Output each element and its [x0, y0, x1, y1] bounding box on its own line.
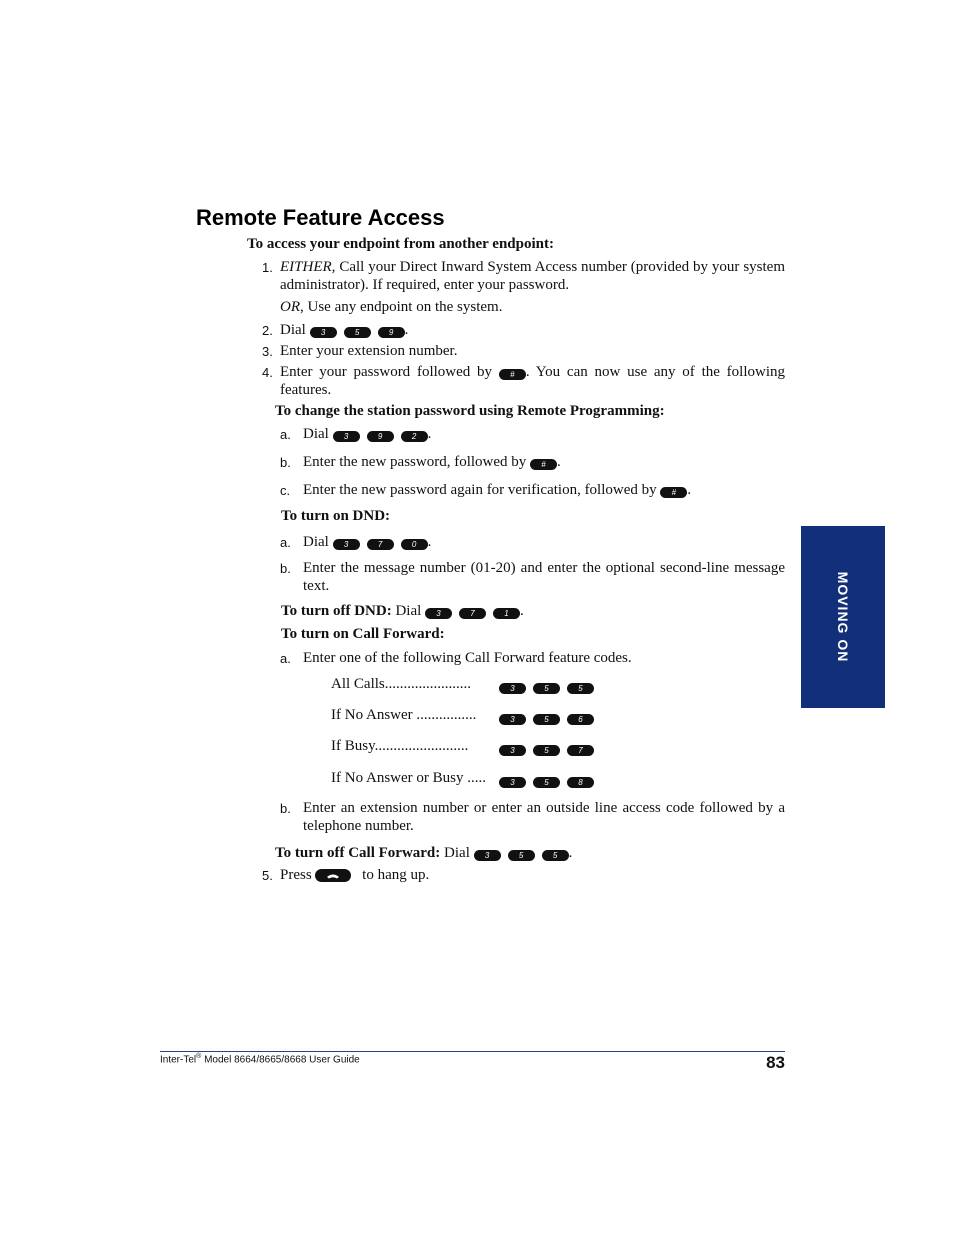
key-1-icon: 1 — [493, 608, 520, 619]
cf-a-letter: a. — [280, 651, 291, 666]
key-5-icon: 5 — [533, 777, 560, 788]
cf-code-no-answer-or-busy — [331, 770, 583, 787]
pw-c-end: . — [687, 482, 692, 498]
key-9-icon: 9 — [378, 327, 405, 338]
leader-dots: ....................... — [384, 676, 472, 692]
step-3-text: Enter your extension number. — [280, 343, 458, 359]
brand-name: Inter-Tel — [160, 1054, 197, 1066]
step-3-number: 3. — [262, 344, 273, 359]
key-5-icon: 5 — [533, 683, 560, 694]
dial-label: Dial — [444, 845, 470, 861]
cf-off-end: . — [568, 845, 573, 861]
pw-b-letter: b. — [280, 455, 291, 470]
cf-code-label: If No Answer — [331, 707, 417, 723]
pw-c-body: Enter the new password again for verification, followed by — [303, 482, 657, 498]
leader-dots: ..... — [467, 770, 486, 786]
cf-on-heading: To turn on Call Forward: — [281, 626, 445, 642]
step-5-number: 5. — [262, 868, 273, 883]
step-5-text — [280, 866, 429, 884]
cf-off-line — [275, 844, 572, 862]
dnd-off-line — [281, 602, 524, 620]
dnd-off-end: . — [520, 603, 524, 619]
dnd-on-heading: To turn on DND: — [281, 508, 391, 524]
dial-label: Dial — [303, 534, 329, 550]
cf-code-label: All Calls — [331, 676, 385, 692]
key-3-icon: 3 — [425, 608, 452, 619]
registered-mark: ® — [196, 1053, 202, 1060]
cf-b-letter: b. — [280, 801, 291, 816]
cf-code-label: If Busy — [331, 738, 375, 754]
pw-a-letter: a. — [280, 427, 291, 442]
step-1-text — [280, 258, 785, 294]
cf-code-busy — [331, 738, 583, 755]
key-9-icon: 9 — [367, 431, 394, 442]
key-5-icon: 5 — [533, 714, 560, 725]
cf-code-all-calls — [331, 676, 583, 693]
page-number: 83 — [766, 1053, 785, 1072]
or-lead: OR — [280, 299, 300, 315]
dnd-a-text — [303, 533, 431, 551]
key-6-icon: 6 — [567, 714, 594, 725]
key-pound-icon: # — [660, 487, 687, 498]
step-1-or — [280, 298, 502, 316]
pw-b-end: . — [557, 454, 561, 470]
handset-hangup-icon — [315, 869, 351, 882]
key-7-icon: 7 — [367, 539, 394, 550]
key-7-icon: 7 — [459, 608, 486, 619]
dial-label: Dial — [303, 426, 329, 442]
section-side-tab — [801, 526, 885, 708]
step-5-before: Press — [280, 867, 312, 883]
key-3-icon: 3 — [333, 539, 360, 550]
key-2-icon: 2 — [401, 431, 428, 442]
key-3-icon: 3 — [474, 850, 501, 861]
step-2-number: 2. — [262, 323, 273, 338]
step-2-text — [280, 321, 408, 339]
key-3-icon: 3 — [499, 714, 526, 725]
either-lead: EITHER, — [280, 259, 336, 275]
key-7-icon: 7 — [567, 745, 594, 756]
step-5-after: to hang up. — [362, 867, 430, 883]
key-0-icon: 0 — [401, 539, 428, 550]
step-1-body: Call your Direct Inward System Access number (provided by your system administrator). If required, enter your password. — [280, 259, 785, 293]
page-title: Remote Feature Access — [196, 205, 445, 230]
password-heading: To change the station password using Remote Programming: — [275, 403, 665, 419]
key-5-icon: 5 — [533, 745, 560, 756]
key-3-icon: 3 — [333, 431, 360, 442]
step-2-end: . — [404, 322, 409, 338]
guide-name: Model 8664/8665/8668 User Guide — [201, 1054, 360, 1066]
step-4-text — [280, 363, 785, 399]
pw-a-end: . — [427, 426, 432, 442]
dnd-a-letter: a. — [280, 535, 291, 550]
dial-label: Dial — [280, 322, 306, 338]
key-5-icon: 5 — [508, 850, 535, 861]
pw-c-letter: c. — [280, 483, 291, 498]
pw-b-body: Enter the new password, followed by — [303, 454, 527, 470]
dnd-a-end: . — [427, 534, 432, 550]
key-3-icon: 3 — [310, 327, 337, 338]
dnd-off-heading: To turn off DND: — [281, 603, 392, 619]
key-3-icon: 3 — [499, 777, 526, 788]
key-3-icon: 3 — [499, 745, 526, 756]
key-pound-icon: # — [499, 369, 526, 380]
step-1-or-text: , Use any endpoint on the system. — [300, 299, 503, 315]
step-4-number: 4. — [262, 365, 273, 380]
cf-code-label: If No Answer or Busy — [331, 770, 468, 786]
dnd-b-text: Enter the message number (01-20) and enter the optional second-line message text. — [303, 560, 785, 594]
footer-divider — [160, 1051, 785, 1052]
footer-guide-title — [160, 1053, 360, 1065]
step-4-before: Enter your password followed by — [280, 364, 493, 380]
leader-dots: ................ — [416, 707, 477, 723]
dial-label: Dial — [395, 603, 422, 619]
dnd-b-letter: b. — [280, 561, 291, 576]
cf-code-no-answer — [331, 707, 583, 724]
cf-off-heading: To turn off Call Forward: — [275, 845, 441, 861]
pw-a-text — [303, 425, 431, 443]
leader-dots: ......................... — [374, 738, 469, 754]
cf-b-text: Enter an extension number or enter an outside line access code followed by a telephone number. — [303, 800, 785, 834]
key-pound-icon: # — [530, 459, 557, 470]
access-heading: To access your endpoint from another endpoint: — [247, 236, 554, 252]
key-5-icon: 5 — [567, 683, 594, 694]
key-3-icon: 3 — [499, 683, 526, 694]
key-8-icon: 8 — [567, 777, 594, 788]
cf-a-text: Enter one of the following Call Forward feature codes. — [303, 650, 632, 666]
step-1-number: 1. — [262, 260, 273, 275]
key-5-icon: 5 — [542, 850, 569, 861]
step-4-after: . You can now use any of the following features. — [280, 364, 786, 398]
pw-b-text — [303, 453, 561, 471]
pw-c-text — [303, 481, 691, 499]
key-5-icon: 5 — [344, 327, 371, 338]
side-tab-label: MOVING ON — [835, 571, 851, 663]
